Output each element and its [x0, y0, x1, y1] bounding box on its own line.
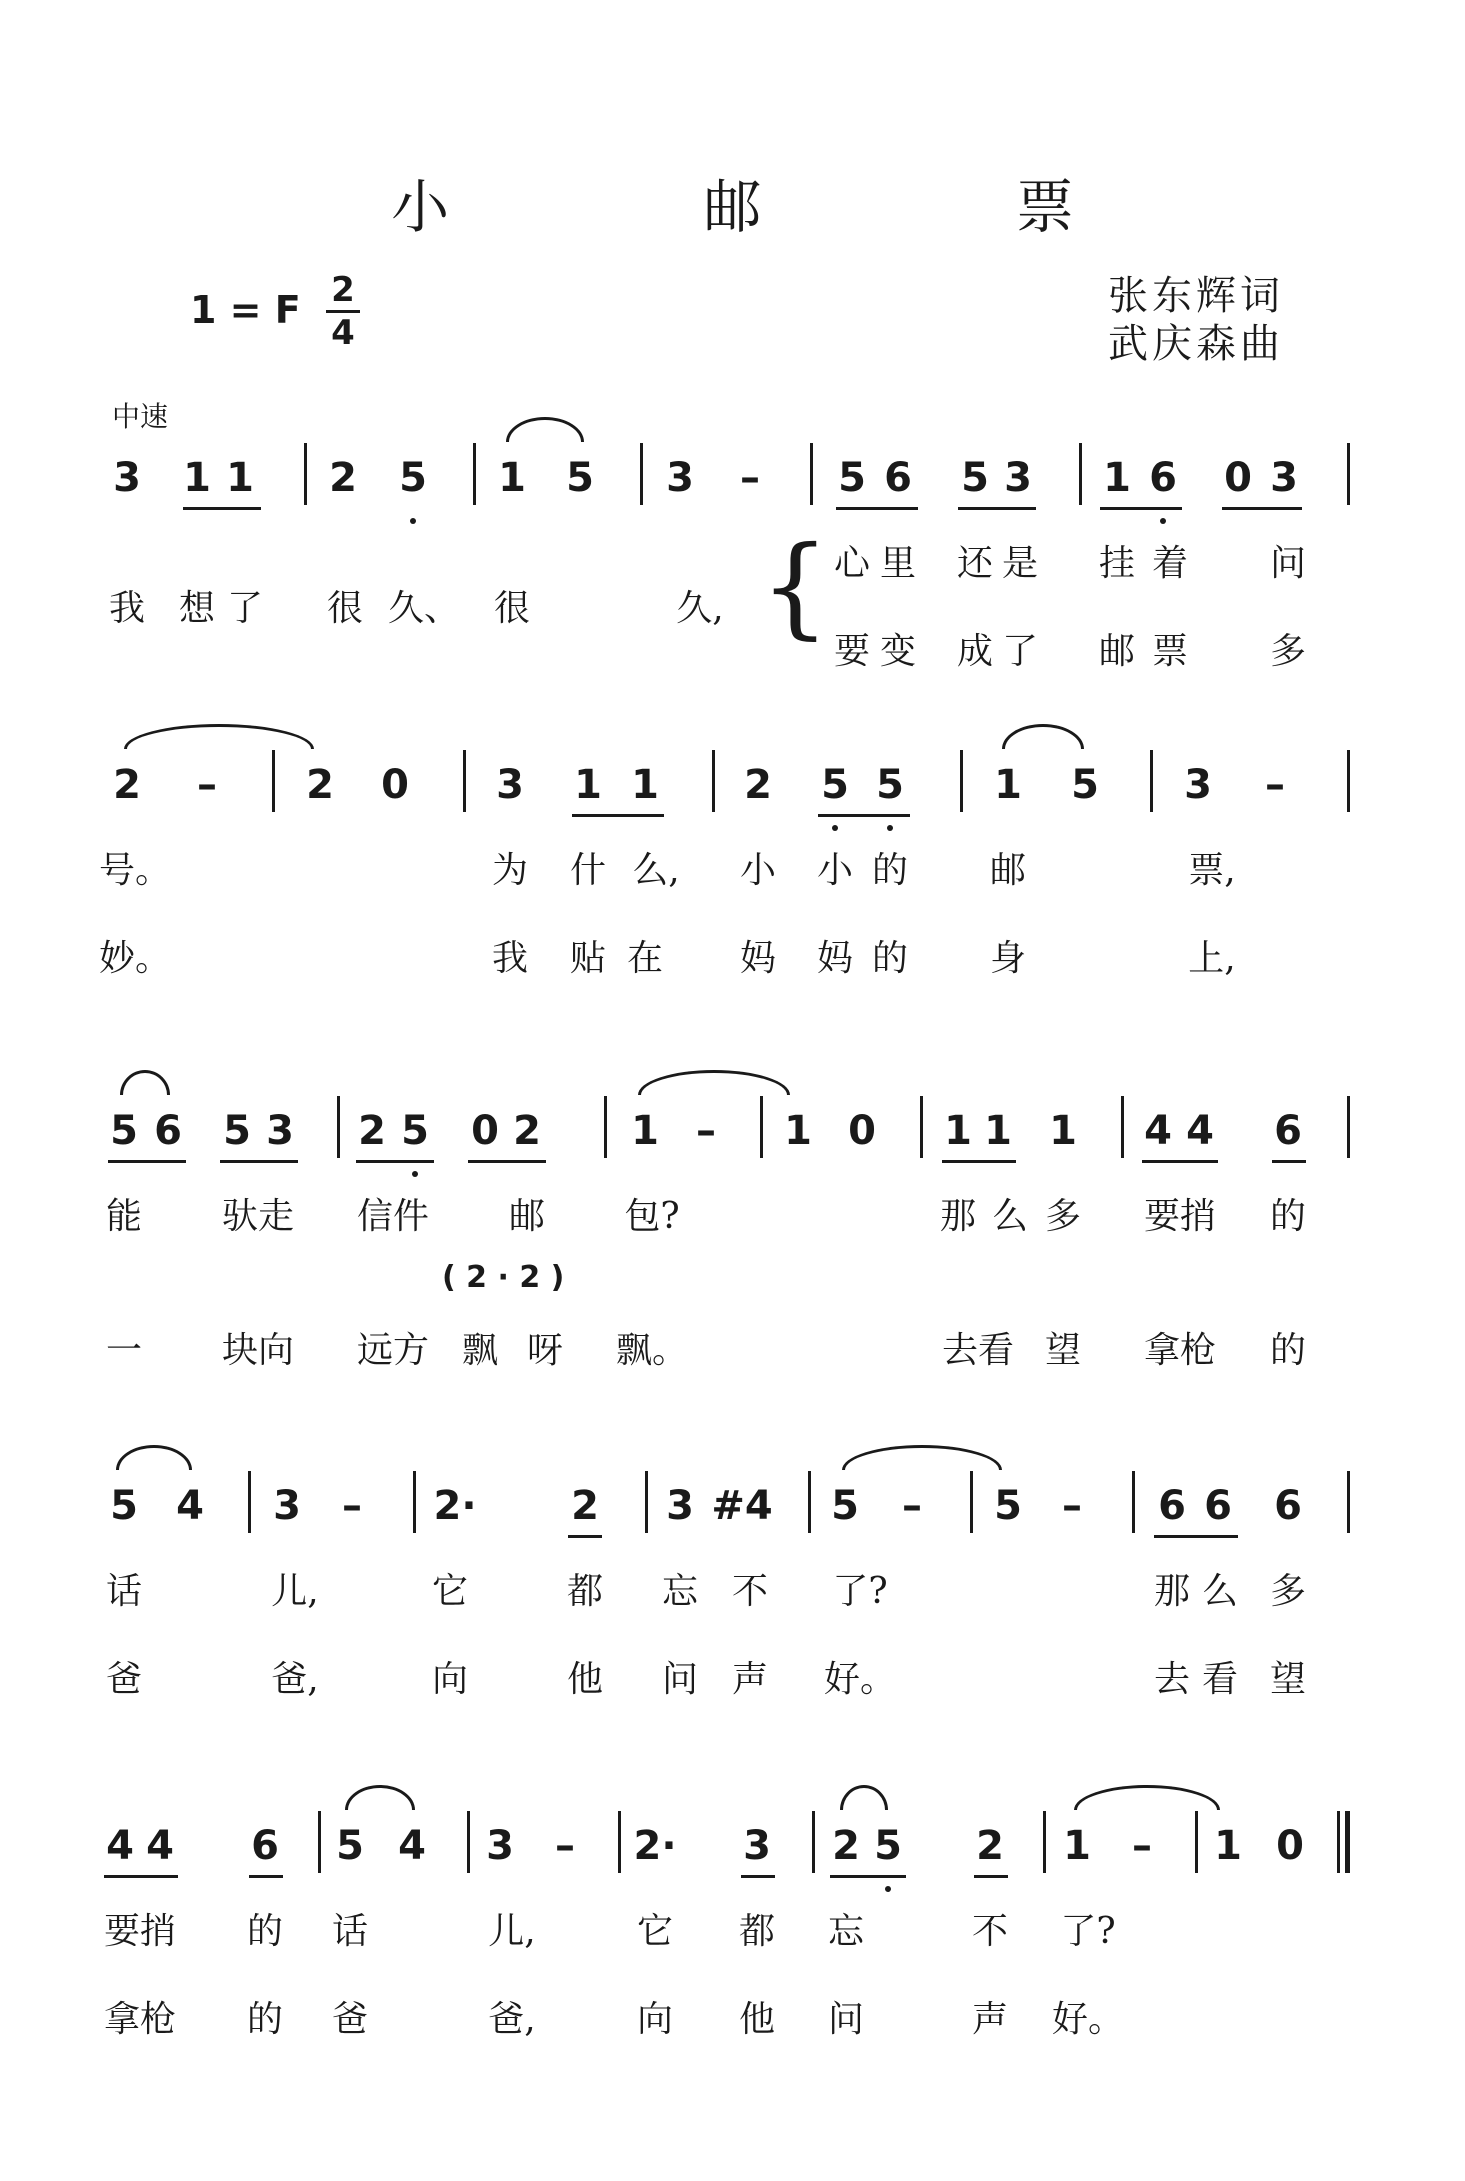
note: 0: [381, 762, 409, 808]
note: 2: [513, 1108, 541, 1154]
note: 2·: [433, 1483, 477, 1529]
note: 5: [994, 1483, 1022, 1529]
lyric: 贴: [569, 938, 607, 979]
lyric: 问: [1269, 543, 1307, 584]
lyric: 要捎: [103, 1911, 177, 1952]
time-signature: [326, 272, 360, 351]
lyric: 拿枪: [103, 1999, 177, 2040]
note: 2: [976, 1823, 1004, 1869]
lyric: 票,: [1188, 850, 1236, 891]
note: 3: [496, 762, 524, 808]
lyric: 很: [493, 588, 531, 629]
note: 2: [571, 1483, 599, 1529]
note: 1: [1214, 1823, 1242, 1869]
note: –: [740, 455, 760, 501]
lyric: 妙。: [98, 938, 172, 979]
note: 1: [498, 455, 526, 501]
lyric: 号。: [98, 850, 172, 891]
note: 4: [1186, 1108, 1214, 1154]
lyric: 都: [738, 1911, 776, 1952]
note: 5: [336, 1823, 364, 1869]
lyric: 都: [566, 1571, 604, 1612]
ossia-marking: ( 2 · 2 ): [442, 1260, 565, 1295]
note: 5: [961, 455, 989, 501]
lyric: 着: [1151, 543, 1189, 584]
note: 6: [1274, 1483, 1302, 1529]
key-signature: 1 = F: [190, 288, 301, 332]
note: 1: [1049, 1108, 1077, 1154]
lyric: 儿,: [271, 1571, 319, 1612]
stave-2: [0, 762, 1465, 979]
stave-1: [0, 455, 1465, 672]
lyric: 话: [105, 1571, 143, 1612]
lyric: 了: [1001, 631, 1039, 672]
note: 5: [821, 762, 849, 808]
note: 3: [1184, 762, 1212, 808]
stave-4: [0, 1483, 1465, 1700]
note: 6: [1149, 455, 1177, 501]
tempo-marking: 中速: [112, 400, 169, 433]
note: 3: [666, 455, 694, 501]
lyric: 飘。: [615, 1330, 689, 1371]
note: #4: [711, 1483, 773, 1529]
lyric: 么: [1201, 1571, 1239, 1612]
lyric: 小: [816, 850, 854, 891]
lyric: 多: [1269, 1571, 1307, 1612]
lyric: 里: [879, 543, 917, 584]
lyric: 要捎: [1143, 1196, 1217, 1237]
lyric: 的: [871, 850, 909, 891]
stave-3: [0, 1108, 1465, 1371]
note: 5: [110, 1108, 138, 1154]
lyric: 了?: [1060, 1911, 1116, 1952]
note: 3: [113, 455, 141, 501]
note: 2: [329, 455, 357, 501]
note: 5: [401, 1108, 429, 1154]
lyric: 好。: [823, 1659, 897, 1700]
note: 5: [831, 1483, 859, 1529]
lyric: 什: [569, 850, 607, 891]
lyric: 的: [246, 1911, 284, 1952]
lyric: 爸,: [271, 1659, 319, 1700]
song-title: 小 邮 票: [391, 173, 1192, 241]
lyric: 久,: [676, 588, 724, 629]
note: –: [342, 1483, 362, 1529]
note: 6: [884, 455, 912, 501]
note: 4: [398, 1823, 426, 1869]
note: 6: [251, 1823, 279, 1869]
lyric: 很: [326, 588, 364, 629]
lyric: 在: [626, 938, 664, 979]
note: –: [555, 1823, 575, 1869]
lyric: 向: [431, 1659, 469, 1700]
lyric: 变: [879, 631, 917, 672]
note: –: [1132, 1823, 1152, 1869]
note: 5: [399, 455, 427, 501]
lyric: 包?: [624, 1196, 680, 1237]
lyric: 挂: [1098, 543, 1136, 584]
lyric: 呀: [526, 1330, 564, 1371]
note: 1: [1103, 455, 1131, 501]
note: 2: [358, 1108, 386, 1154]
note: 1: [784, 1108, 812, 1154]
lyric: 望: [1044, 1330, 1082, 1371]
lyric: 身: [989, 938, 1027, 979]
lyricist-credit: 张东辉词: [1108, 273, 1284, 319]
note: 6: [1158, 1483, 1186, 1529]
lyric: 看: [1201, 1659, 1239, 1700]
lyric: 飘: [461, 1330, 499, 1371]
lyric: 了: [226, 588, 264, 629]
lyric: 块向: [221, 1330, 295, 1371]
note: 1: [226, 455, 254, 501]
lyric: 上,: [1188, 938, 1236, 979]
note: –: [1062, 1483, 1082, 1529]
note: 6: [154, 1108, 182, 1154]
lyric: 问: [661, 1659, 699, 1700]
note: 1: [994, 762, 1022, 808]
note: 4: [176, 1483, 204, 1529]
note: –: [696, 1108, 716, 1154]
lyric: 不: [971, 1911, 1009, 1952]
lyric: 了?: [832, 1571, 888, 1612]
lyric: 爸,: [488, 1999, 536, 2040]
note: 5: [838, 455, 866, 501]
lyric: 么,: [632, 850, 680, 891]
lyric: 拿枪: [1143, 1330, 1217, 1371]
note: 2: [306, 762, 334, 808]
lyric: 它: [636, 1911, 674, 1952]
lyric: 能: [105, 1196, 143, 1237]
lyric: 邮: [508, 1196, 546, 1237]
lyric: 信件: [356, 1196, 430, 1237]
note: 2·: [633, 1823, 677, 1869]
lyric: 不: [731, 1571, 769, 1612]
note: 3: [666, 1483, 694, 1529]
lyric: 多: [1269, 631, 1307, 672]
lyric: 久、: [387, 588, 461, 629]
composer-credit: 武庆森曲: [1108, 321, 1284, 367]
lyric: 向: [636, 1999, 674, 2040]
lyric: 爸: [331, 1999, 369, 2040]
time-bottom: 4: [331, 313, 355, 353]
lyric: 爸: [105, 1659, 143, 1700]
lyric: 成: [956, 631, 994, 672]
note: 2: [113, 762, 141, 808]
stave-5: [0, 1823, 1465, 2040]
lyric: 问: [827, 1999, 865, 2040]
note: 5: [874, 1823, 902, 1869]
lyric: 去看: [941, 1330, 1015, 1371]
lyric: 么: [991, 1196, 1029, 1237]
note: 5: [223, 1108, 251, 1154]
lyric: 忘: [827, 1911, 865, 1952]
note: –: [902, 1483, 922, 1529]
note: 1: [183, 455, 211, 501]
verse-brace: {: [760, 522, 830, 650]
lyric: 他: [738, 1999, 776, 2040]
note: 2: [832, 1823, 860, 1869]
lyric: 忘: [661, 1571, 699, 1612]
note: 1: [944, 1108, 972, 1154]
lyric: 好。: [1051, 1999, 1125, 2040]
note: 5: [110, 1483, 138, 1529]
lyric: 的: [1269, 1330, 1307, 1371]
note: 5: [876, 762, 904, 808]
lyric: 要: [833, 631, 871, 672]
lyric: 邮: [1098, 631, 1136, 672]
lyric: 还: [956, 543, 994, 584]
lyric: 是: [1001, 543, 1039, 584]
lyric: 妈: [739, 938, 777, 979]
lyric: 多: [1044, 1196, 1082, 1237]
lyric: 我: [491, 938, 529, 979]
lyric: 去: [1153, 1659, 1191, 1700]
lyric: 一: [105, 1330, 143, 1371]
lyric: 为: [491, 850, 529, 891]
lyric: 的: [1269, 1196, 1307, 1237]
time-top: 2: [331, 270, 355, 310]
lyric: 的: [246, 1999, 284, 2040]
note: 4: [106, 1823, 134, 1869]
note: 3: [1004, 455, 1032, 501]
note: 4: [1144, 1108, 1172, 1154]
lyric: 心: [833, 543, 871, 584]
lyric: 声: [731, 1659, 769, 1700]
note: 0: [1224, 455, 1252, 501]
note: –: [1265, 762, 1285, 808]
note: 4: [146, 1823, 174, 1869]
note: 3: [486, 1823, 514, 1869]
note: –: [197, 762, 217, 808]
note: 0: [1276, 1823, 1304, 1869]
note: 0: [471, 1108, 499, 1154]
lyric: 邮: [989, 850, 1027, 891]
note: 5: [1071, 762, 1099, 808]
note: 6: [1274, 1108, 1302, 1154]
lyric: 话: [331, 1911, 369, 1952]
note: 2: [744, 762, 772, 808]
note: 3: [743, 1823, 771, 1869]
lyric: 声: [971, 1999, 1009, 2040]
note: 1: [574, 762, 602, 808]
lyric: 妈: [816, 938, 854, 979]
note: 1: [631, 1108, 659, 1154]
lyric: 我: [108, 588, 146, 629]
lyric: 望: [1269, 1659, 1307, 1700]
lyric: 想: [178, 588, 216, 629]
lyric: 它: [431, 1571, 469, 1612]
note: 3: [273, 1483, 301, 1529]
note: 0: [848, 1108, 876, 1154]
lyric: 那: [1153, 1571, 1191, 1612]
note: 3: [266, 1108, 294, 1154]
lyric: 驮走: [221, 1196, 295, 1237]
lyric: 儿,: [488, 1911, 536, 1952]
lyric: 票: [1151, 631, 1189, 672]
lyric: 那: [939, 1196, 977, 1237]
note: 5: [566, 455, 594, 501]
note: 1: [1063, 1823, 1091, 1869]
note: 3: [1270, 455, 1298, 501]
note: 1: [631, 762, 659, 808]
lyric: 小: [739, 850, 777, 891]
lyric: 的: [871, 938, 909, 979]
note: 6: [1204, 1483, 1232, 1529]
lyric: 他: [566, 1659, 604, 1700]
note: 1: [984, 1108, 1012, 1154]
lyric: 远方: [356, 1330, 430, 1371]
